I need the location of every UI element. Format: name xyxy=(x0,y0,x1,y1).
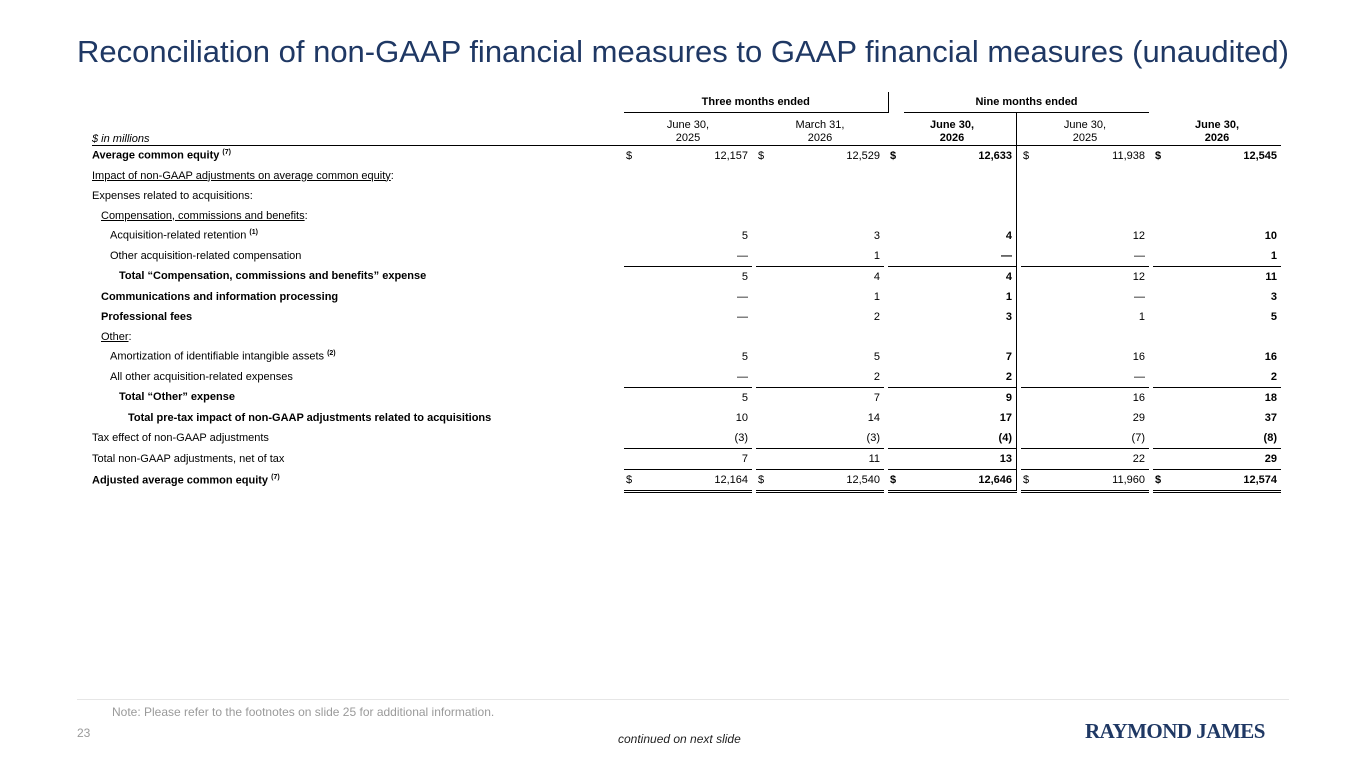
currency-symbol xyxy=(756,367,772,388)
currency-symbol xyxy=(1021,266,1037,287)
row-label-text: Compensation, commissions and benefits xyxy=(101,209,305,222)
currency-symbol xyxy=(756,448,772,469)
row-label xyxy=(92,186,620,206)
cell-value: 4 xyxy=(904,226,1017,246)
currency-symbol xyxy=(1021,246,1037,267)
table-row xyxy=(92,246,1281,267)
currency-symbol xyxy=(624,246,640,267)
row-label-text: Expenses related to acquisitions: xyxy=(92,189,253,202)
row-label-text: Communications and information processing xyxy=(101,290,339,303)
row-label xyxy=(92,387,620,408)
currency-symbol xyxy=(888,287,904,307)
footnote-marker: (1) xyxy=(249,229,258,237)
cell-value: 5 xyxy=(873,350,880,363)
currency-symbol xyxy=(1153,206,1169,226)
row-label xyxy=(92,206,620,226)
column-header-line1: June 30, xyxy=(1063,118,1107,131)
header-group-row xyxy=(92,92,1281,112)
currency-symbol xyxy=(756,307,772,327)
cell-value: 1 xyxy=(904,287,1017,307)
footnote-note: Note: Please refer to the footnotes on slide 25 for additional information. xyxy=(112,705,495,719)
footnote-marker: (7) xyxy=(222,149,231,157)
row-label-text: Total “Compensation, commissions and benefits” expense xyxy=(119,270,427,283)
currency-symbol xyxy=(888,186,904,206)
cell-value xyxy=(772,206,884,226)
header-column-row xyxy=(92,112,1281,145)
cell-value: 7 xyxy=(904,347,1017,367)
raymond-james-logo: RAYMOND JAMES xyxy=(1085,719,1265,743)
column-header xyxy=(1153,112,1281,145)
currency-symbol xyxy=(624,367,640,388)
currency-symbol: $ xyxy=(756,145,772,166)
table-row xyxy=(92,226,1281,246)
currency-symbol xyxy=(888,408,904,428)
currency-symbol xyxy=(624,166,640,186)
cell-value: 22 xyxy=(1037,448,1149,469)
row-label xyxy=(92,327,620,347)
cell-value: — xyxy=(1134,290,1145,303)
cell-value xyxy=(904,327,1017,347)
currency-symbol xyxy=(1021,448,1037,469)
cell-value xyxy=(640,186,752,206)
cell-value xyxy=(772,327,884,347)
cell-value: 5 xyxy=(741,229,748,242)
currency-symbol xyxy=(756,266,772,287)
table-row xyxy=(92,347,1281,367)
cell-value: 5 xyxy=(741,350,748,363)
cell-value: 18 xyxy=(1264,391,1277,404)
column-header-line2: 2026 xyxy=(939,131,965,144)
table-row xyxy=(92,367,1281,388)
row-label xyxy=(92,448,620,469)
cell-value: 2 xyxy=(772,367,884,388)
row-label xyxy=(92,367,620,388)
cell-value: 2 xyxy=(904,367,1017,388)
cell-value: 7 xyxy=(640,448,752,469)
table-row xyxy=(92,186,1281,206)
currency-symbol xyxy=(1021,387,1037,408)
currency-symbol xyxy=(624,186,640,206)
currency-symbol xyxy=(1021,307,1037,327)
currency-symbol xyxy=(624,287,640,307)
cell-value: (8) xyxy=(1169,428,1281,449)
column-header-line1: June 30, xyxy=(1194,118,1240,131)
currency-symbol xyxy=(624,448,640,469)
cell-value: 16 xyxy=(1132,350,1145,363)
currency-symbol xyxy=(1153,408,1169,428)
table-row xyxy=(92,287,1281,307)
cell-value: 12,529 xyxy=(772,145,884,166)
column-header-line1: March 31, xyxy=(795,118,845,131)
currency-symbol xyxy=(888,166,904,186)
header-gap xyxy=(888,92,904,112)
cell-value xyxy=(1037,186,1149,206)
column-header xyxy=(756,112,884,145)
row-label-text: Other acquisition-related compensation xyxy=(110,249,302,262)
table-row xyxy=(92,166,1281,186)
table-row xyxy=(92,428,1281,449)
currency-symbol xyxy=(888,266,904,287)
cell-value xyxy=(904,206,1017,226)
cell-value: 3 xyxy=(904,307,1017,327)
currency-symbol: $ xyxy=(624,469,640,491)
cell-value xyxy=(640,206,752,226)
cell-value: 12,157 xyxy=(640,145,752,166)
currency-symbol xyxy=(624,307,640,327)
cell-value xyxy=(1037,327,1149,347)
cell-value: 17 xyxy=(904,408,1017,428)
cell-value xyxy=(1169,186,1281,206)
currency-symbol: $ xyxy=(624,145,640,166)
currency-symbol: $ xyxy=(888,145,904,166)
column-header-line2: 2026 xyxy=(1204,131,1230,144)
currency-symbol xyxy=(1021,327,1037,347)
cell-value: — xyxy=(737,310,748,323)
cell-value: 2 xyxy=(873,310,880,323)
column-header-line2: 2025 xyxy=(1072,131,1098,144)
row-label-suffix: : xyxy=(128,330,132,343)
cell-value: 12,164 xyxy=(640,469,752,491)
currency-symbol: $ xyxy=(1153,145,1169,166)
currency-symbol xyxy=(1153,347,1169,367)
currency-symbol xyxy=(624,206,640,226)
cell-value xyxy=(1037,206,1149,226)
continued-label: continued on next slide xyxy=(618,732,741,746)
currency-symbol xyxy=(1153,226,1169,246)
currency-symbol: $ xyxy=(1021,145,1037,166)
cell-value: 29 xyxy=(1169,448,1281,469)
header-spacer xyxy=(92,92,620,112)
cell-value: (4) xyxy=(904,428,1017,449)
row-label-suffix: : xyxy=(390,169,394,182)
cell-value: 1 xyxy=(1169,246,1281,267)
currency-symbol xyxy=(1153,307,1169,327)
row-label-text: Amortization of identifiable intangible assets xyxy=(110,350,325,363)
cell-value: 5 xyxy=(1270,310,1277,323)
table-row xyxy=(92,206,1281,226)
currency-symbol xyxy=(756,408,772,428)
cell-value: 12,633 xyxy=(904,145,1017,166)
currency-symbol xyxy=(1153,186,1169,206)
currency-symbol xyxy=(888,246,904,267)
currency-symbol xyxy=(624,347,640,367)
cell-value xyxy=(904,166,1017,186)
currency-symbol xyxy=(756,287,772,307)
cell-value: 2 xyxy=(1169,367,1281,388)
table-row xyxy=(92,408,1281,428)
footnote-marker: (2) xyxy=(327,350,336,358)
row-label xyxy=(92,246,620,267)
cell-value: — xyxy=(737,290,748,303)
currency-symbol xyxy=(1021,428,1037,449)
row-label xyxy=(92,347,620,367)
cell-value: 5 xyxy=(741,391,748,404)
row-label-text: Other xyxy=(101,330,129,343)
table-row xyxy=(92,266,1281,287)
row-label xyxy=(92,166,620,186)
cell-value: 12 xyxy=(1132,270,1145,283)
column-header-line2: 2026 xyxy=(807,131,833,144)
group-three-months: Three months ended xyxy=(624,92,888,112)
row-label-text: Impact of non-GAAP adjustments on average common equity xyxy=(92,169,391,182)
currency-symbol xyxy=(1021,166,1037,186)
cell-value xyxy=(640,166,752,186)
row-label-text: Professional fees xyxy=(101,310,193,323)
cell-value: 11 xyxy=(772,448,884,469)
currency-symbol xyxy=(1153,166,1169,186)
currency-symbol xyxy=(756,226,772,246)
cell-value: — xyxy=(1037,246,1149,267)
cell-value xyxy=(640,327,752,347)
table-row xyxy=(92,145,1281,166)
currency-symbol xyxy=(1153,448,1169,469)
cell-value: 11,938 xyxy=(1037,145,1149,166)
cell-value: 12,646 xyxy=(904,469,1017,491)
cell-value: 4 xyxy=(904,266,1017,287)
currency-symbol xyxy=(624,226,640,246)
table-row xyxy=(92,307,1281,327)
table-row xyxy=(92,469,1281,491)
currency-symbol: $ xyxy=(756,469,772,491)
currency-symbol xyxy=(888,428,904,449)
currency-symbol xyxy=(1021,287,1037,307)
row-label xyxy=(92,287,620,307)
cell-value: 10 xyxy=(1264,229,1277,242)
currency-symbol xyxy=(1021,367,1037,388)
row-label-text: Total non-GAAP adjustments, net of tax xyxy=(92,452,285,465)
cell-value: 11 xyxy=(1265,270,1277,283)
cell-value: 10 xyxy=(735,411,748,424)
row-label-suffix: : xyxy=(304,209,308,222)
cell-value xyxy=(1169,327,1281,347)
cell-value: 12,545 xyxy=(1169,145,1281,166)
row-label-text: Total “Other” expense xyxy=(119,391,235,404)
cell-value: 13 xyxy=(904,448,1017,469)
currency-symbol xyxy=(756,186,772,206)
currency-symbol xyxy=(1153,387,1169,408)
cell-value: 7 xyxy=(873,391,880,404)
cell-value: 12 xyxy=(1132,229,1145,242)
currency-symbol xyxy=(1021,226,1037,246)
cell-value: 12,574 xyxy=(1169,469,1281,491)
cell-value: 9 xyxy=(904,387,1017,408)
group-nine-months: Nine months ended xyxy=(904,92,1149,112)
cell-value: 3 xyxy=(1270,290,1277,303)
currency-symbol xyxy=(756,206,772,226)
column-header xyxy=(888,112,1017,145)
currency-symbol xyxy=(888,387,904,408)
table-row xyxy=(92,387,1281,408)
row-label-text: Average common equity xyxy=(92,149,220,162)
currency-symbol xyxy=(756,428,772,449)
currency-symbol xyxy=(1153,428,1169,449)
row-label xyxy=(92,307,620,327)
cell-value: 16 xyxy=(1264,350,1277,363)
reconciliation-table xyxy=(92,92,1281,493)
row-label xyxy=(92,408,620,428)
cell-value: — xyxy=(640,246,752,267)
cell-value: — xyxy=(904,246,1017,267)
row-label xyxy=(92,226,620,246)
currency-symbol xyxy=(888,448,904,469)
row-label-text: All other acquisition-related expenses xyxy=(110,370,293,383)
column-header-line1: June 30, xyxy=(929,118,975,131)
currency-symbol xyxy=(888,307,904,327)
currency-symbol xyxy=(624,387,640,408)
column-header-line1: June 30, xyxy=(666,118,710,131)
currency-symbol: $ xyxy=(888,469,904,491)
cell-value: (3) xyxy=(640,428,752,449)
cell-value xyxy=(1169,166,1281,186)
currency-symbol xyxy=(756,347,772,367)
currency-symbol xyxy=(1153,327,1169,347)
currency-symbol xyxy=(888,327,904,347)
currency-symbol xyxy=(1153,367,1169,388)
row-label xyxy=(92,266,620,287)
currency-symbol xyxy=(756,327,772,347)
currency-symbol xyxy=(624,327,640,347)
currency-symbol xyxy=(1021,408,1037,428)
row-label-text: Acquisition-related retention xyxy=(110,229,247,242)
currency-symbol xyxy=(624,266,640,287)
currency-symbol xyxy=(624,428,640,449)
cell-value: 14 xyxy=(867,411,880,424)
currency-symbol xyxy=(624,408,640,428)
currency-symbol xyxy=(1021,186,1037,206)
row-label-text: Adjusted average common equity xyxy=(92,474,269,487)
table-row xyxy=(92,327,1281,347)
cell-value xyxy=(1037,166,1149,186)
cell-value: (7) xyxy=(1037,428,1149,449)
cell-value: — xyxy=(1037,367,1149,388)
units-label: $ in millions xyxy=(92,132,150,145)
currency-symbol xyxy=(888,367,904,388)
currency-symbol xyxy=(756,387,772,408)
column-header xyxy=(1021,112,1149,145)
cell-value: 37 xyxy=(1264,411,1277,424)
row-label xyxy=(92,145,620,166)
currency-symbol: $ xyxy=(1021,469,1037,491)
cell-value: 4 xyxy=(873,270,880,283)
cell-value: 29 xyxy=(1132,411,1145,424)
currency-symbol xyxy=(888,206,904,226)
cell-value xyxy=(772,186,884,206)
currency-symbol xyxy=(888,226,904,246)
cell-value: 1 xyxy=(772,246,884,267)
cell-value: 5 xyxy=(741,270,748,283)
page-number: 23 xyxy=(77,726,91,740)
cell-value: 16 xyxy=(1132,391,1145,404)
currency-symbol xyxy=(756,166,772,186)
cell-value xyxy=(904,186,1017,206)
cell-value xyxy=(1169,206,1281,226)
row-label-text: Tax effect of non-GAAP adjustments xyxy=(92,431,269,444)
cell-value: 1 xyxy=(873,290,880,303)
cell-value: 12,540 xyxy=(772,469,884,491)
table-row xyxy=(92,448,1281,469)
page-title: Reconciliation of non-GAAP financial measures to GAAP financial measures (unaudited) xyxy=(77,34,1289,69)
currency-symbol xyxy=(1153,266,1169,287)
cell-value: 11,960 xyxy=(1037,469,1149,491)
currency-symbol xyxy=(1153,287,1169,307)
currency-symbol xyxy=(1021,347,1037,367)
column-header-line2: 2025 xyxy=(675,131,701,144)
currency-symbol xyxy=(1021,206,1037,226)
footer-divider xyxy=(77,699,1289,700)
row-label-text: Total pre-tax impact of non-GAAP adjustments related to acquisitions xyxy=(128,411,492,424)
currency-symbol xyxy=(1153,246,1169,267)
currency-symbol xyxy=(888,347,904,367)
cell-value: — xyxy=(640,367,752,388)
row-label xyxy=(92,428,620,449)
cell-value: 3 xyxy=(873,229,880,242)
column-header xyxy=(624,112,752,145)
cell-value: (3) xyxy=(772,428,884,449)
currency-symbol xyxy=(756,246,772,267)
cell-value xyxy=(772,166,884,186)
currency-symbol: $ xyxy=(1153,469,1169,491)
footnote-marker: (7) xyxy=(271,473,280,481)
row-label xyxy=(92,469,620,491)
cell-value: 1 xyxy=(1138,310,1145,323)
